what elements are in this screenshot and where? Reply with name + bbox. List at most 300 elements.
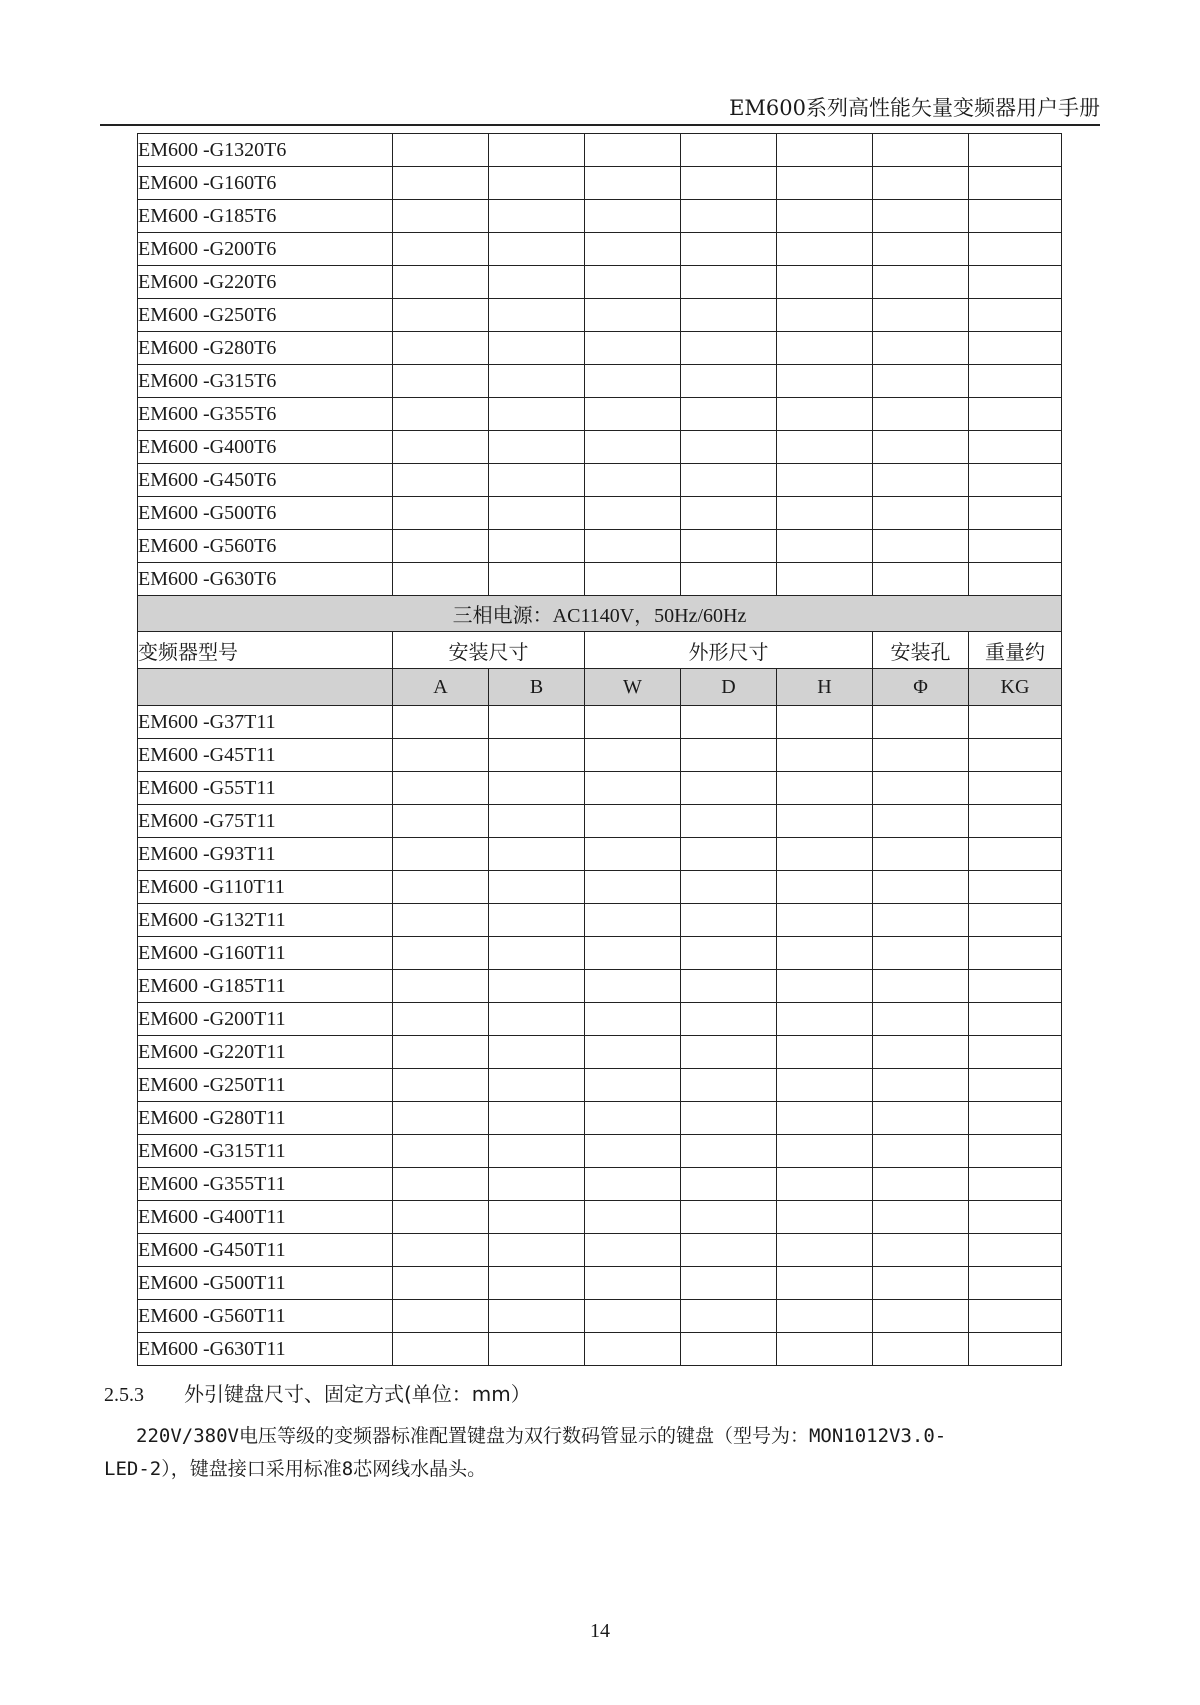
empty-value-cell — [585, 871, 681, 904]
model-cell: EM600 -G400T11 — [138, 1201, 393, 1234]
table-row — [138, 134, 1062, 167]
empty-value-cell — [969, 937, 1062, 970]
empty-value-cell — [489, 233, 585, 266]
empty-value-cell — [393, 970, 489, 1003]
empty-value-cell — [873, 134, 969, 167]
empty-value-cell — [873, 398, 969, 431]
empty-value-cell — [681, 497, 777, 530]
empty-value-cell — [777, 937, 873, 970]
empty-value-cell — [969, 497, 1062, 530]
empty-value-cell — [393, 1234, 489, 1267]
model-cell: EM600 -G280T6 — [138, 332, 393, 365]
empty-value-cell — [585, 1003, 681, 1036]
empty-value-cell — [489, 1333, 585, 1366]
empty-value-cell — [585, 772, 681, 805]
model-cell: EM600 -G200T11 — [138, 1003, 393, 1036]
empty-value-cell — [681, 365, 777, 398]
empty-value-cell — [777, 904, 873, 937]
empty-value-cell — [777, 1300, 873, 1333]
table-row — [138, 200, 1062, 233]
empty-value-cell — [969, 134, 1062, 167]
empty-value-cell — [681, 1003, 777, 1036]
table-top-section — [138, 134, 1062, 596]
empty-value-cell — [489, 1036, 585, 1069]
table-row — [138, 937, 1062, 970]
empty-value-cell — [969, 805, 1062, 838]
empty-value-cell — [873, 530, 969, 563]
subheader-phi: Φ — [873, 669, 969, 706]
empty-value-cell — [489, 398, 585, 431]
empty-value-cell — [489, 772, 585, 805]
empty-value-cell — [585, 1102, 681, 1135]
empty-value-cell — [873, 1168, 969, 1201]
empty-value-cell — [873, 200, 969, 233]
empty-value-cell — [585, 937, 681, 970]
empty-value-cell — [681, 739, 777, 772]
empty-value-cell — [777, 1333, 873, 1366]
section-title-text: 外引键盘尺寸、固定方式(单位：mm） — [184, 1382, 531, 1406]
empty-value-cell — [777, 332, 873, 365]
empty-value-cell — [681, 134, 777, 167]
empty-value-cell — [873, 805, 969, 838]
table-row — [138, 772, 1062, 805]
empty-value-cell — [969, 1267, 1062, 1300]
empty-value-cell — [969, 1135, 1062, 1168]
empty-value-cell — [777, 1036, 873, 1069]
empty-value-cell — [681, 1069, 777, 1102]
empty-value-cell — [969, 1036, 1062, 1069]
empty-value-cell — [681, 838, 777, 871]
empty-value-cell — [489, 1300, 585, 1333]
empty-value-cell — [777, 772, 873, 805]
empty-value-cell — [393, 200, 489, 233]
empty-value-cell — [585, 706, 681, 739]
empty-value-cell — [489, 167, 585, 200]
empty-value-cell — [777, 200, 873, 233]
empty-value-cell — [585, 299, 681, 332]
empty-value-cell — [393, 1069, 489, 1102]
empty-value-cell — [873, 563, 969, 596]
section-heading — [104, 1378, 531, 1407]
section-number: 2.5.3 — [104, 1384, 144, 1406]
empty-value-cell — [393, 398, 489, 431]
empty-value-cell — [969, 167, 1062, 200]
empty-value-cell — [393, 1003, 489, 1036]
empty-value-cell — [393, 464, 489, 497]
table-row — [138, 970, 1062, 1003]
empty-value-cell — [969, 904, 1062, 937]
subheader-w: W — [585, 669, 681, 706]
empty-value-cell — [393, 1267, 489, 1300]
empty-value-cell — [969, 838, 1062, 871]
empty-value-cell — [393, 838, 489, 871]
empty-value-cell — [489, 134, 585, 167]
empty-value-cell — [393, 739, 489, 772]
page-number: 14 — [590, 1620, 610, 1642]
empty-value-cell — [969, 431, 1062, 464]
empty-value-cell — [489, 871, 585, 904]
model-cell: EM600 -G110T11 — [138, 871, 393, 904]
header-model: 变频器型号 — [138, 632, 393, 669]
empty-value-cell — [873, 1003, 969, 1036]
table-row — [138, 904, 1062, 937]
empty-value-cell — [873, 838, 969, 871]
model-cell: EM600 -G160T6 — [138, 167, 393, 200]
subheader-a: A — [393, 669, 489, 706]
paragraph-line-1 — [104, 1420, 1084, 1453]
subheader-d: D — [681, 669, 777, 706]
empty-value-cell — [969, 706, 1062, 739]
empty-value-cell — [393, 772, 489, 805]
empty-value-cell — [873, 739, 969, 772]
empty-value-cell — [873, 1036, 969, 1069]
empty-value-cell — [489, 937, 585, 970]
empty-value-cell — [393, 530, 489, 563]
empty-value-cell — [489, 431, 585, 464]
empty-value-cell — [777, 563, 873, 596]
empty-value-cell — [969, 1201, 1062, 1234]
table-row — [138, 365, 1062, 398]
empty-value-cell — [873, 1069, 969, 1102]
table-row — [138, 167, 1062, 200]
model-cell: EM600 -G185T11 — [138, 970, 393, 1003]
empty-value-cell — [585, 1300, 681, 1333]
empty-value-cell — [585, 970, 681, 1003]
table-row — [138, 1003, 1062, 1036]
empty-value-cell — [393, 871, 489, 904]
empty-value-cell — [489, 1102, 585, 1135]
subheader-h: H — [777, 669, 873, 706]
empty-value-cell — [681, 805, 777, 838]
table-row — [138, 563, 1062, 596]
empty-value-cell — [585, 332, 681, 365]
paragraph-line-2: LED-2），键盘接口采用标准8芯网线水晶头。 — [104, 1458, 487, 1480]
empty-value-cell — [969, 299, 1062, 332]
empty-value-cell — [873, 937, 969, 970]
empty-value-cell — [969, 530, 1062, 563]
model-cell: EM600 -G185T6 — [138, 200, 393, 233]
empty-value-cell — [489, 706, 585, 739]
empty-value-cell — [969, 563, 1062, 596]
empty-value-cell — [681, 1168, 777, 1201]
empty-value-cell — [681, 1102, 777, 1135]
empty-value-cell — [873, 1201, 969, 1234]
empty-value-cell — [777, 134, 873, 167]
empty-value-cell — [489, 1168, 585, 1201]
empty-value-cell — [681, 266, 777, 299]
empty-value-cell — [873, 266, 969, 299]
empty-value-cell — [873, 772, 969, 805]
empty-value-cell — [681, 332, 777, 365]
empty-value-cell — [873, 365, 969, 398]
empty-value-cell — [969, 739, 1062, 772]
empty-value-cell — [873, 1300, 969, 1333]
model-cell: EM600 -G355T6 — [138, 398, 393, 431]
empty-value-cell — [777, 871, 873, 904]
empty-value-cell — [585, 1036, 681, 1069]
table-row — [138, 1135, 1062, 1168]
empty-value-cell — [777, 530, 873, 563]
model-cell: EM600 -G250T11 — [138, 1069, 393, 1102]
empty-value-cell — [393, 266, 489, 299]
table-row — [138, 739, 1062, 772]
empty-value-cell — [969, 332, 1062, 365]
empty-value-cell — [873, 871, 969, 904]
table-row — [138, 706, 1062, 739]
empty-value-cell — [969, 464, 1062, 497]
empty-value-cell — [969, 398, 1062, 431]
empty-value-cell — [777, 706, 873, 739]
empty-value-cell — [489, 838, 585, 871]
empty-value-cell — [489, 1201, 585, 1234]
empty-value-cell — [969, 266, 1062, 299]
empty-value-cell — [489, 1069, 585, 1102]
empty-value-cell — [873, 1102, 969, 1135]
empty-value-cell — [489, 299, 585, 332]
empty-value-cell — [489, 1234, 585, 1267]
empty-value-cell — [393, 1102, 489, 1135]
table-row — [138, 871, 1062, 904]
empty-value-cell — [393, 431, 489, 464]
empty-value-cell — [585, 805, 681, 838]
empty-value-cell — [393, 904, 489, 937]
header-mount-hole: 安装孔 — [873, 632, 969, 669]
empty-value-cell — [393, 805, 489, 838]
model-cell: EM600 -G220T11 — [138, 1036, 393, 1069]
model-cell: EM600 -G45T11 — [138, 739, 393, 772]
empty-value-cell — [969, 1168, 1062, 1201]
empty-value-cell — [873, 904, 969, 937]
empty-value-cell — [777, 1168, 873, 1201]
empty-value-cell — [681, 431, 777, 464]
empty-value-cell — [393, 937, 489, 970]
empty-value-cell — [489, 464, 585, 497]
header-outline-size: 外形尺寸 — [585, 632, 873, 669]
empty-value-cell — [969, 871, 1062, 904]
empty-value-cell — [585, 233, 681, 266]
empty-value-cell — [393, 706, 489, 739]
empty-value-cell — [873, 970, 969, 1003]
table-bottom-section — [138, 706, 1062, 1366]
empty-value-cell — [777, 266, 873, 299]
empty-value-cell — [489, 904, 585, 937]
model-cell: EM600 -G280T11 — [138, 1102, 393, 1135]
empty-value-cell — [681, 233, 777, 266]
subheader-kg: KG — [969, 669, 1062, 706]
empty-value-cell — [777, 970, 873, 1003]
empty-value-cell — [681, 1333, 777, 1366]
model-cell: EM600 -G1320T6 — [138, 134, 393, 167]
empty-value-cell — [585, 431, 681, 464]
empty-value-cell — [393, 1333, 489, 1366]
empty-value-cell — [681, 200, 777, 233]
table-row — [138, 530, 1062, 563]
table-row — [138, 464, 1062, 497]
empty-value-cell — [393, 233, 489, 266]
empty-value-cell — [393, 497, 489, 530]
empty-value-cell — [585, 497, 681, 530]
empty-value-cell — [777, 431, 873, 464]
empty-value-cell — [873, 1333, 969, 1366]
model-cell: EM600 -G220T6 — [138, 266, 393, 299]
empty-value-cell — [681, 706, 777, 739]
empty-value-cell — [681, 1201, 777, 1234]
empty-value-cell — [393, 1168, 489, 1201]
empty-value-cell — [873, 1234, 969, 1267]
empty-value-cell — [393, 1036, 489, 1069]
empty-value-cell — [969, 365, 1062, 398]
empty-value-cell — [777, 1201, 873, 1234]
empty-value-cell — [777, 838, 873, 871]
empty-value-cell — [585, 464, 681, 497]
model-cell: EM600 -G500T11 — [138, 1267, 393, 1300]
subheader-b: B — [489, 669, 585, 706]
empty-value-cell — [969, 970, 1062, 1003]
empty-value-cell — [489, 332, 585, 365]
paragraph-line-1-text: 220V/380V电压等级的变频器标准配置键盘为双行数码管显示的键盘（型号为：MON1012V3.0- — [136, 1425, 947, 1447]
empty-value-cell — [777, 805, 873, 838]
model-cell: EM600 -G560T11 — [138, 1300, 393, 1333]
empty-value-cell — [969, 1069, 1062, 1102]
empty-value-cell — [873, 497, 969, 530]
empty-value-cell — [681, 299, 777, 332]
empty-value-cell — [585, 1069, 681, 1102]
table-row — [138, 398, 1062, 431]
empty-value-cell — [585, 1234, 681, 1267]
power-spec-row — [138, 596, 1062, 632]
empty-value-cell — [681, 1135, 777, 1168]
empty-value-cell — [969, 1333, 1062, 1366]
empty-value-cell — [969, 772, 1062, 805]
table-row — [138, 431, 1062, 464]
table-row — [138, 805, 1062, 838]
table-row — [138, 233, 1062, 266]
model-cell: EM600 -G630T11 — [138, 1333, 393, 1366]
empty-value-cell — [681, 464, 777, 497]
table-row — [138, 266, 1062, 299]
model-cell: EM600 -G450T6 — [138, 464, 393, 497]
empty-value-cell — [489, 1267, 585, 1300]
header-install-size: 安装尺寸 — [393, 632, 585, 669]
empty-value-cell — [681, 970, 777, 1003]
empty-value-cell — [681, 871, 777, 904]
empty-value-cell — [585, 563, 681, 596]
empty-value-cell — [489, 970, 585, 1003]
empty-value-cell — [393, 365, 489, 398]
empty-value-cell — [585, 398, 681, 431]
table-row — [138, 1069, 1062, 1102]
empty-value-cell — [393, 563, 489, 596]
empty-value-cell — [585, 1333, 681, 1366]
table-header-section — [138, 596, 1062, 706]
empty-value-cell — [777, 464, 873, 497]
header-row — [138, 632, 1062, 669]
empty-value-cell — [681, 1234, 777, 1267]
empty-value-cell — [489, 497, 585, 530]
empty-value-cell — [393, 167, 489, 200]
empty-value-cell — [873, 167, 969, 200]
table-row — [138, 1267, 1062, 1300]
empty-value-cell — [393, 1300, 489, 1333]
empty-value-cell — [585, 1135, 681, 1168]
model-cell: EM600 -G400T6 — [138, 431, 393, 464]
empty-value-cell — [585, 739, 681, 772]
empty-value-cell — [585, 1201, 681, 1234]
empty-value-cell — [777, 1102, 873, 1135]
subheader-row — [138, 669, 1062, 706]
empty-value-cell — [489, 1135, 585, 1168]
model-cell: EM600 -G132T11 — [138, 904, 393, 937]
empty-value-cell — [489, 739, 585, 772]
empty-value-cell — [393, 134, 489, 167]
empty-value-cell — [585, 1168, 681, 1201]
empty-value-cell — [777, 233, 873, 266]
table-row — [138, 497, 1062, 530]
empty-value-cell — [489, 365, 585, 398]
empty-value-cell — [777, 1003, 873, 1036]
empty-value-cell — [777, 1267, 873, 1300]
table-row — [138, 1333, 1062, 1366]
empty-value-cell — [777, 365, 873, 398]
table-row — [138, 1201, 1062, 1234]
empty-value-cell — [969, 1102, 1062, 1135]
empty-value-cell — [393, 332, 489, 365]
model-cell: EM600 -G315T11 — [138, 1135, 393, 1168]
table-row — [138, 1168, 1062, 1201]
header-weight: 重量约 — [969, 632, 1062, 669]
empty-value-cell — [681, 398, 777, 431]
empty-value-cell — [873, 1267, 969, 1300]
model-cell: EM600 -G55T11 — [138, 772, 393, 805]
empty-value-cell — [681, 1036, 777, 1069]
empty-value-cell — [489, 200, 585, 233]
empty-value-cell — [681, 530, 777, 563]
manual-title: EM600系列高性能矢量变频器用户手册 — [729, 96, 1100, 120]
empty-value-cell — [969, 1003, 1062, 1036]
model-cell: EM600 -G160T11 — [138, 937, 393, 970]
subheader-blank — [138, 669, 393, 706]
model-cell: EM600 -G37T11 — [138, 706, 393, 739]
empty-value-cell — [969, 233, 1062, 266]
body-paragraph — [104, 1420, 1084, 1486]
empty-value-cell — [585, 266, 681, 299]
empty-value-cell — [681, 772, 777, 805]
model-cell: EM600 -G630T6 — [138, 563, 393, 596]
table-row — [138, 299, 1062, 332]
empty-value-cell — [489, 1003, 585, 1036]
empty-value-cell — [489, 805, 585, 838]
empty-value-cell — [969, 1234, 1062, 1267]
empty-value-cell — [585, 904, 681, 937]
page-header — [100, 90, 1100, 126]
empty-value-cell — [777, 167, 873, 200]
empty-value-cell — [777, 1234, 873, 1267]
empty-value-cell — [681, 1300, 777, 1333]
empty-value-cell — [585, 838, 681, 871]
dimension-table — [137, 133, 1062, 1366]
model-cell: EM600 -G250T6 — [138, 299, 393, 332]
empty-value-cell — [681, 1267, 777, 1300]
empty-value-cell — [585, 1267, 681, 1300]
empty-value-cell — [393, 1201, 489, 1234]
empty-value-cell — [681, 937, 777, 970]
empty-value-cell — [777, 299, 873, 332]
model-cell: EM600 -G450T11 — [138, 1234, 393, 1267]
empty-value-cell — [777, 1135, 873, 1168]
empty-value-cell — [585, 200, 681, 233]
empty-value-cell — [873, 1135, 969, 1168]
empty-value-cell — [777, 1069, 873, 1102]
